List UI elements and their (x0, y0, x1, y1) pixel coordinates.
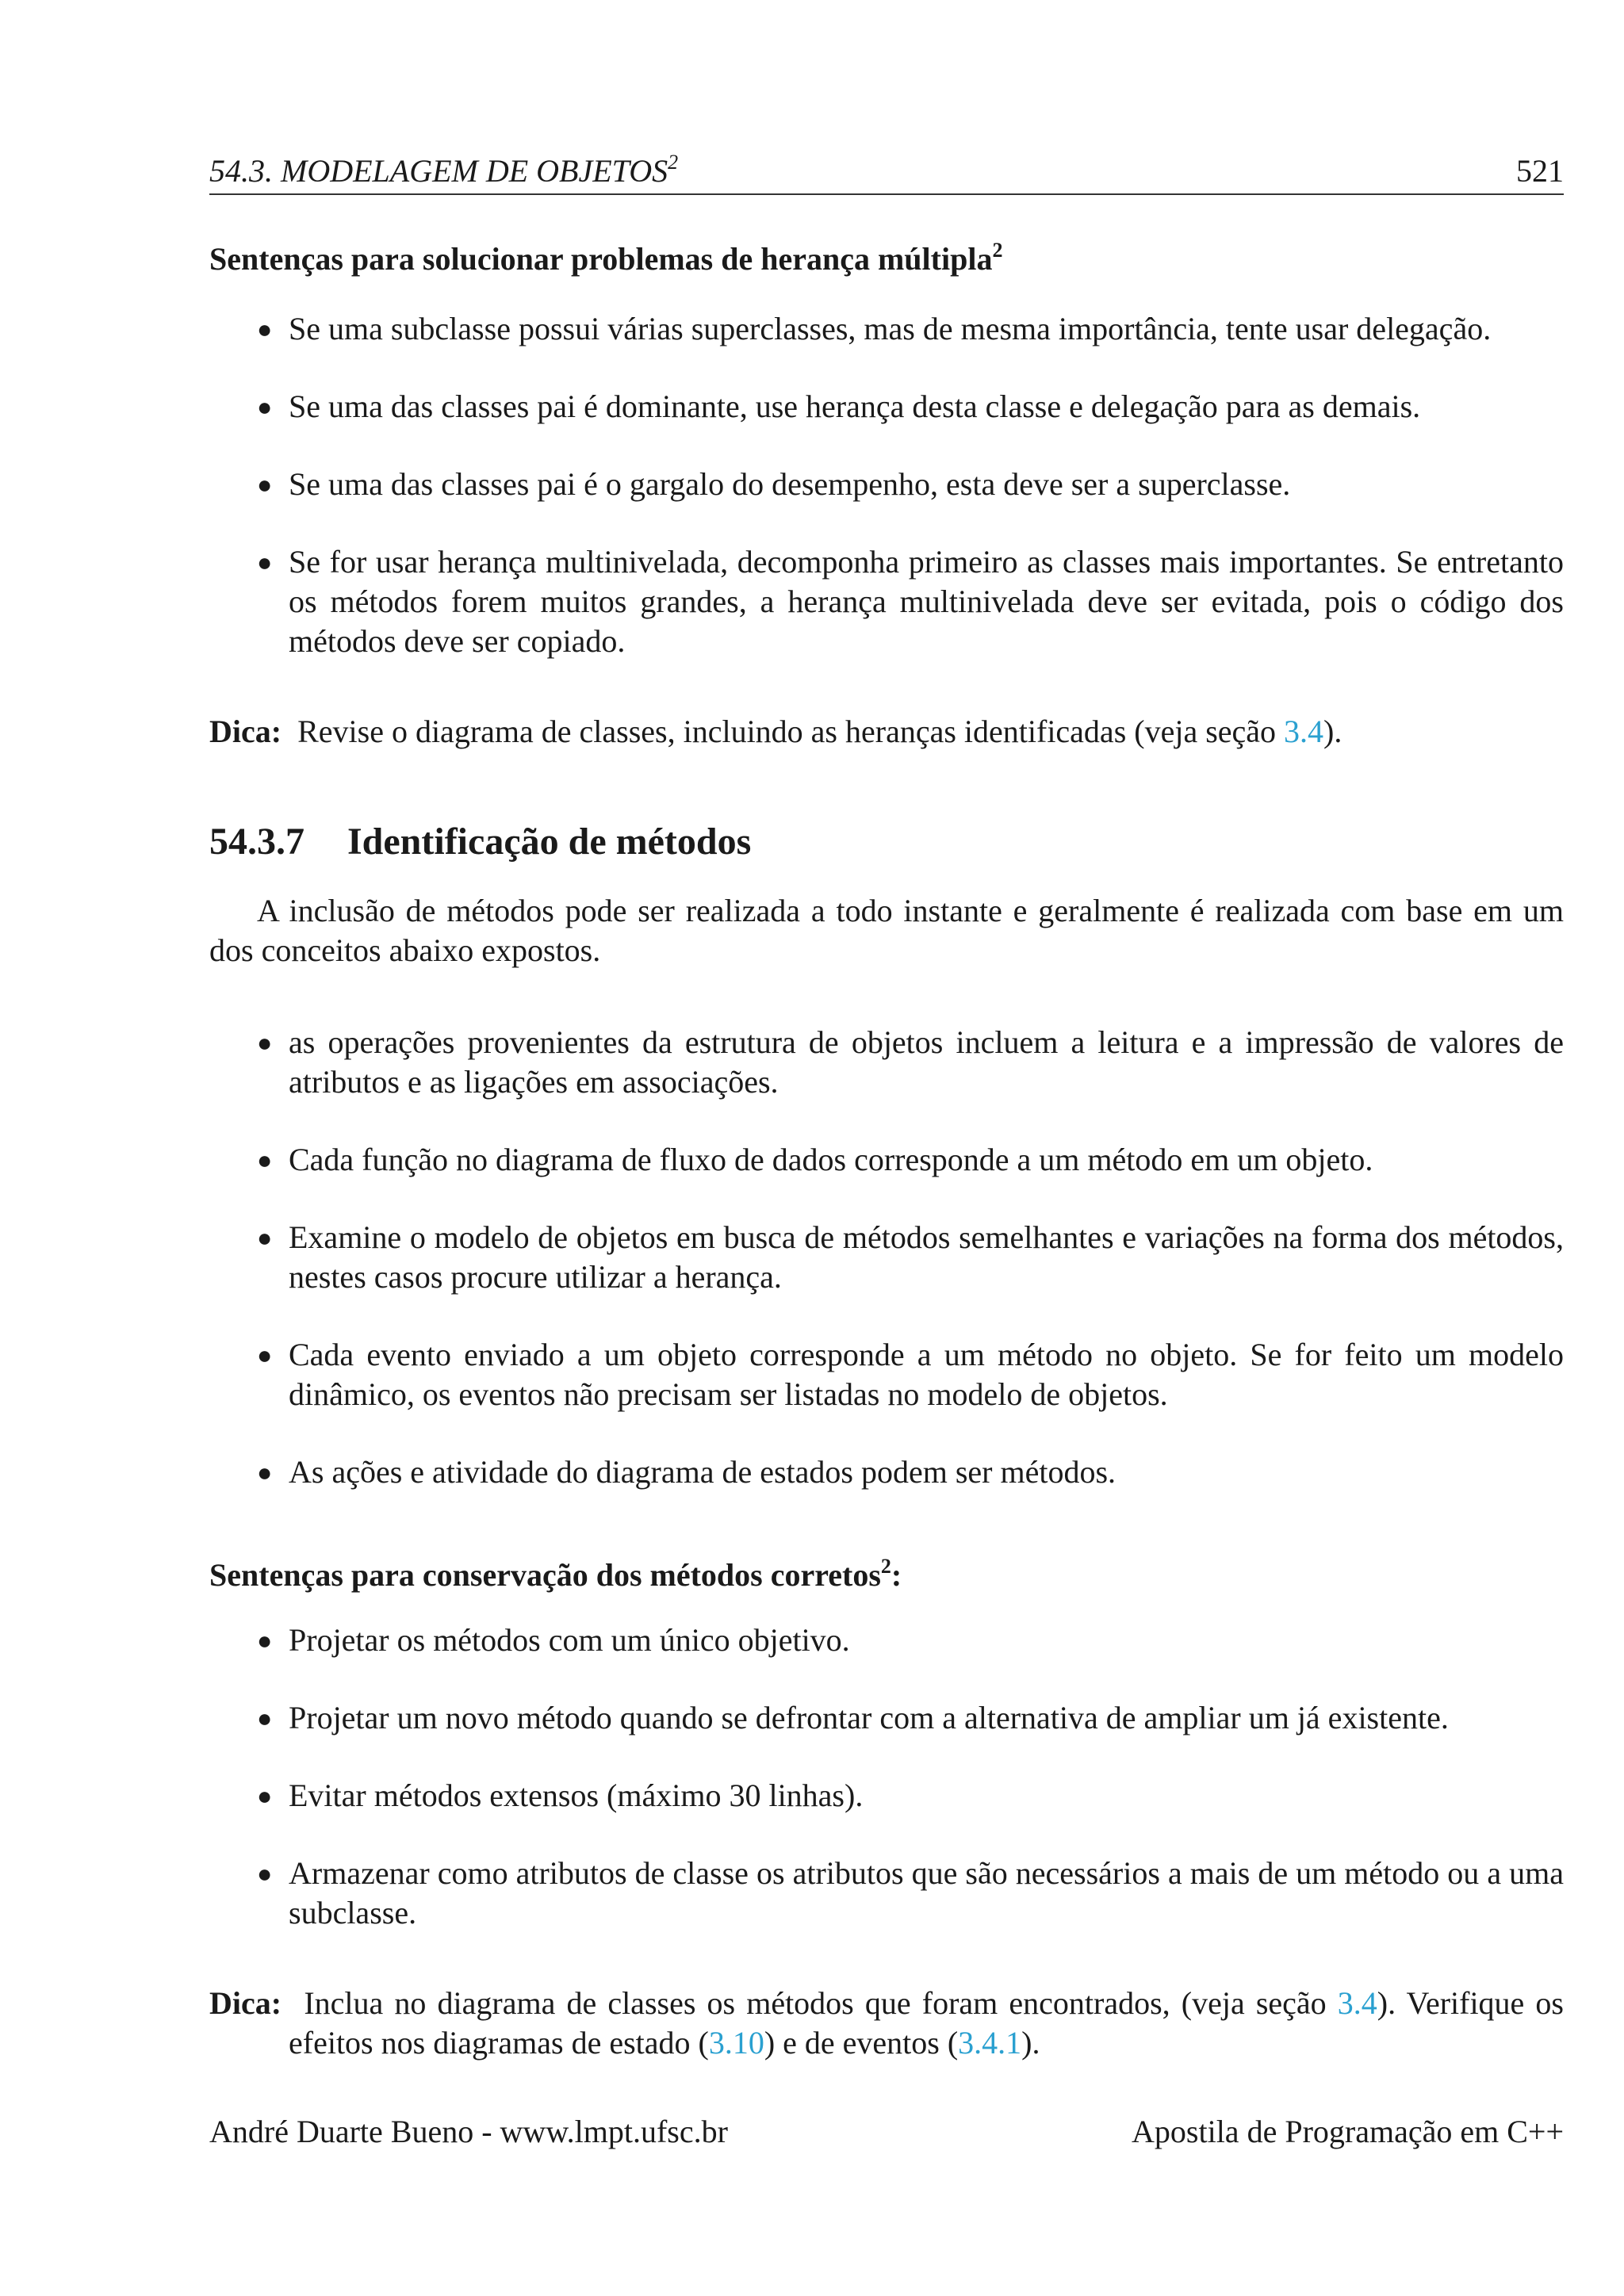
list-item (209, 542, 1564, 661)
list-item-text: Armazenar como atributos de classe os atributos que são necessários a mais de um método ou a uma subclasse. (289, 1855, 1564, 1931)
section-link[interactable]: 3.4 (1337, 1985, 1377, 2021)
list-item (209, 465, 1564, 504)
list-item (209, 309, 1564, 349)
bullet-icon: ● (257, 1781, 273, 1810)
bullet-icon: ● (257, 470, 273, 499)
section-title: Identificação de métodos (347, 821, 752, 863)
list-item-text: Evitar métodos extensos (máximo 30 linhas). (289, 1777, 864, 1813)
document-page (209, 0, 1564, 2296)
list-item (209, 1854, 1564, 1933)
page-number: 521 (1516, 153, 1564, 189)
list-item (209, 1218, 1564, 1297)
dica-text: ) e de eventos ( (764, 2025, 959, 2061)
bullet-icon: ● (257, 1458, 273, 1487)
list-item (209, 1023, 1564, 1102)
section-link[interactable]: 3.4.1 (958, 2025, 1022, 2061)
list-item-text: Se uma das classes pai é dominante, use herança desta classe e delegação para as demais. (289, 388, 1421, 424)
bullet-icon: ● (257, 1626, 273, 1655)
conservacao-heading-colon: : (891, 1557, 902, 1593)
header-title (209, 149, 678, 193)
dica-revise (209, 712, 1564, 752)
list-item (209, 1452, 1564, 1492)
conservacao-footnote-mark: 2 (880, 1555, 891, 1578)
list-item (209, 1335, 1564, 1414)
list-item (209, 1140, 1564, 1180)
section-link[interactable]: 3.4 (1284, 714, 1324, 749)
bullet-icon: ● (257, 1341, 273, 1369)
list-item-text: Examine o modelo de objetos em busca de métodos semelhantes e variações na forma dos métodos, nestes casos procure utilizar a herança. (289, 1219, 1564, 1295)
conservacao-list (209, 1621, 1564, 1971)
dica-text-end: ). (1021, 2025, 1040, 2061)
list-item (209, 1698, 1564, 1738)
list-item-text: Cada evento enviado a um objeto corresponde a um método no objeto. Se for feito um modelo dinâmico, os eventos não precisam ser listadas no modelo de objetos. (289, 1337, 1564, 1412)
heranca-heading-text: Sentenças para solucionar problemas de herança múltipla (209, 241, 993, 277)
bullet-icon: ● (257, 548, 273, 576)
section-heading (209, 818, 751, 866)
bullet-icon: ● (257, 1223, 273, 1252)
heranca-heading (209, 239, 1002, 279)
running-header (209, 149, 1564, 195)
list-item (209, 1621, 1564, 1660)
section-link[interactable]: 3.10 (708, 2025, 764, 2061)
bullet-icon: ● (257, 1146, 273, 1174)
list-item (209, 387, 1564, 427)
bullet-icon: ● (257, 1028, 273, 1057)
list-item-text: Se uma das classes pai é o gargalo do desempenho, esta deve ser a superclasse. (289, 466, 1291, 502)
conservacao-heading (209, 1556, 902, 1595)
dica-text: Inclua no diagrama de classes os métodos que foram encontrados, (veja seção (304, 1985, 1338, 2021)
header-footnote-mark: 2 (668, 151, 679, 174)
list-item-text: Se for usar herança multinivelada, decomponha primeiro as classes mais importantes. Se entretanto os métodos forem muitos grandes, a herança multinivelada deve ser evitada, pois o código dos métodos deve ser copiado. (289, 544, 1564, 659)
list-item-text: As ações e atividade do diagrama de estados podem ser métodos. (289, 1454, 1116, 1490)
header-title-text: 54.3. MODELAGEM DE OBJETOS (209, 153, 668, 189)
section-number: 54.3.7 (209, 821, 304, 863)
dica-text: Revise o diagrama de classes, incluindo as heranças identificadas (veja seção (297, 714, 1285, 749)
list-item-text: Cada função no diagrama de fluxo de dados corresponde a um método em um objeto. (289, 1142, 1373, 1177)
bullet-icon: ● (257, 1704, 273, 1732)
footer-author: André Duarte Bueno - www.lmpt.ufsc.br (209, 2114, 728, 2149)
metodos-list (209, 1023, 1564, 1530)
bullet-icon: ● (257, 1859, 273, 1888)
section-intro: A inclusão de métodos pode ser realizada a todo instante e geralmente é realizada com base em um dos conceitos abaixo expostos. (209, 893, 1564, 968)
heranca-footnote-mark: 2 (992, 239, 1003, 262)
bullet-icon: ● (257, 315, 273, 343)
heranca-list (209, 309, 1564, 699)
dica-text: ). Verifique os efeitos nos diagramas de estado ( (289, 1985, 1564, 2061)
list-item-text: as operações provenientes da estrutura de objetos incluem a leitura e a impressão de valores de atributos e as ligações em associações. (289, 1024, 1564, 1100)
list-item-text: Projetar um novo método quando se defrontar com a alternativa de ampliar um já existente. (289, 1700, 1449, 1735)
footer-book-title: Apostila de Programação em C++ (1132, 2114, 1564, 2149)
list-item-text: Projetar os métodos com um único objetivo. (289, 1622, 850, 1658)
bullet-icon: ● (257, 392, 273, 421)
conservacao-heading-text: Sentenças para conservação dos métodos corretos (209, 1557, 881, 1593)
dica-label: Dica: (209, 714, 282, 749)
list-item-text: Se uma subclasse possui várias superclasses, mas de mesma importância, tente usar delegação. (289, 311, 1492, 346)
dica-label: Dica: (209, 1985, 282, 2021)
list-item (209, 1776, 1564, 1816)
dica-inclua (209, 1984, 1564, 2063)
dica-text-end: ). (1323, 714, 1342, 749)
